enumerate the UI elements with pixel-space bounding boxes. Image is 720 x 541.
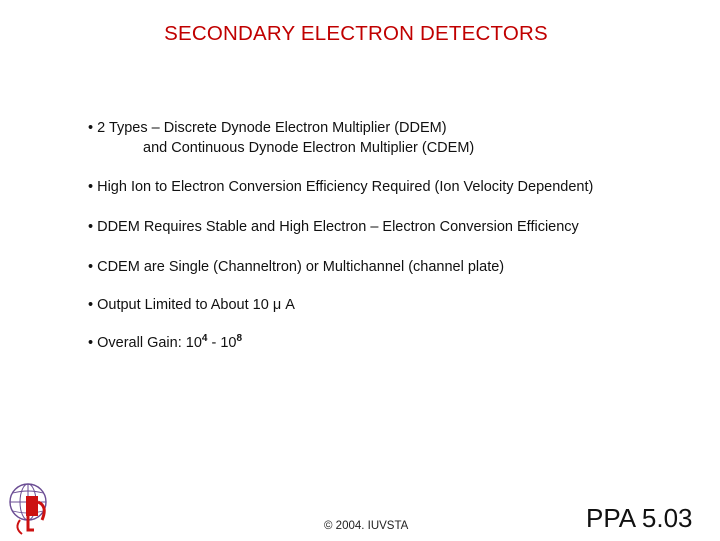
bullet-text: 2 Types – Discrete Dynode Electron Multiplier (DDEM)	[97, 120, 447, 136]
bullet-item-types	[88, 118, 708, 158]
bullet-item-cdem	[88, 257, 708, 277]
bullet-marker: •	[88, 219, 94, 235]
bullet-list	[88, 118, 708, 355]
bullet-item-conversion	[88, 177, 708, 197]
bullet-text: CDEM are Single (Channeltron) or Multichannel (channel plate)	[97, 259, 505, 275]
bullet-marker: •	[88, 179, 94, 195]
gain-label: Overall Gain: 10	[97, 335, 202, 351]
bullet-marker: •	[88, 335, 94, 351]
gain-exponent-low: 4	[201, 333, 208, 344]
slide-code: PPA 5.03	[586, 503, 693, 533]
bullet-text: High Ion to Electron Conversion Efficiency Required (Ion Velocity Dependent)	[97, 179, 594, 195]
bullet-item-gain	[88, 333, 708, 355]
slide-title: SECONDARY ELECTRON DETECTORS	[164, 22, 548, 45]
bullet-text: Output Limited to About 10 μ A	[97, 297, 295, 313]
iuvsta-logo-icon	[6, 480, 54, 536]
bullet-marker: •	[88, 120, 94, 136]
bullet-marker: •	[88, 259, 94, 275]
bullet-text: DDEM Requires Stable and High Electron – Electron Conversion Efficiency	[97, 219, 579, 235]
gain-separator: - 10	[207, 335, 237, 351]
bullet-item-ddem	[88, 217, 708, 237]
iuvsta-logo-graphic	[6, 480, 54, 536]
bullet-item-output	[88, 295, 708, 315]
bullet-marker: •	[88, 297, 94, 313]
bullet-continuation: and Continuous Dynode Electron Multiplier (CDEM)	[143, 140, 475, 156]
gain-exponent-high: 8	[236, 333, 243, 344]
copyright-notice: © 2004. IUVSTA	[324, 520, 409, 532]
